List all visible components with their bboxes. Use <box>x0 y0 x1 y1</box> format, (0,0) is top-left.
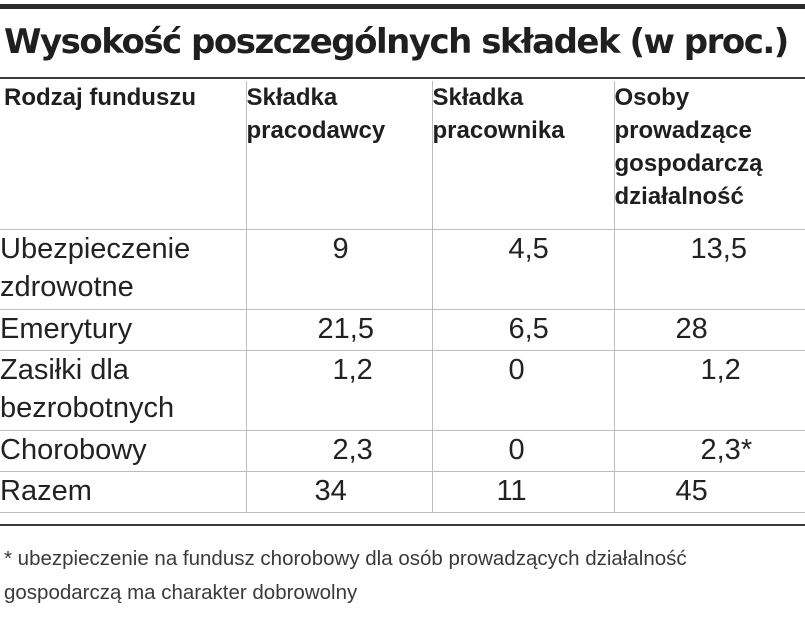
page-title: Wysokość poszczególnych składek (w proc.) <box>4 22 788 62</box>
row-label: Ubezpieczenie zdrowotne <box>0 229 246 309</box>
header-self-employed: Osoby prowadzące gospodarczą działalność <box>614 81 805 229</box>
header-employer: Składka pracodawcy <box>246 81 432 229</box>
employee-value: 0 <box>432 430 614 471</box>
table-row <box>0 430 805 471</box>
table-row <box>0 471 805 512</box>
employer-value: 34 <box>246 471 432 512</box>
table-row <box>0 350 805 430</box>
self-employed-value: 28 <box>614 309 805 350</box>
table-row <box>0 229 805 309</box>
title-divider <box>0 77 805 79</box>
employer-value: 21,5 <box>246 309 432 350</box>
contributions-table <box>0 81 805 513</box>
self-employed-value: 13,5 <box>614 229 805 309</box>
employee-value: 11 <box>432 471 614 512</box>
header-employee: Składka pracownika <box>432 81 614 229</box>
row-label: Chorobowy <box>0 430 246 471</box>
row-label: Razem <box>0 471 246 512</box>
top-rule <box>0 4 805 9</box>
employer-value: 9 <box>246 229 432 309</box>
footnote-divider <box>0 524 805 526</box>
employee-value: 4,5 <box>432 229 614 309</box>
employer-value: 1,2 <box>246 350 432 430</box>
self-employed-value: 2,3* <box>614 430 805 471</box>
header-fund-type: Rodzaj funduszu <box>4 84 196 111</box>
table-header-row <box>0 81 805 229</box>
employee-value: 6,5 <box>432 309 614 350</box>
self-employed-value: 1,2 <box>614 350 805 430</box>
employee-value: 0 <box>432 350 614 430</box>
row-label: Zasiłki dla bezrobotnych <box>0 350 246 430</box>
self-employed-value: 45 <box>614 471 805 512</box>
footnote: * ubezpieczenie na fundusz chorobowy dla osób prowadzących działalność gospodarczą ma charakter dobrowolny <box>4 547 687 604</box>
employer-value: 2,3 <box>246 430 432 471</box>
table-row <box>0 309 805 350</box>
row-label: Emerytury <box>0 309 246 350</box>
